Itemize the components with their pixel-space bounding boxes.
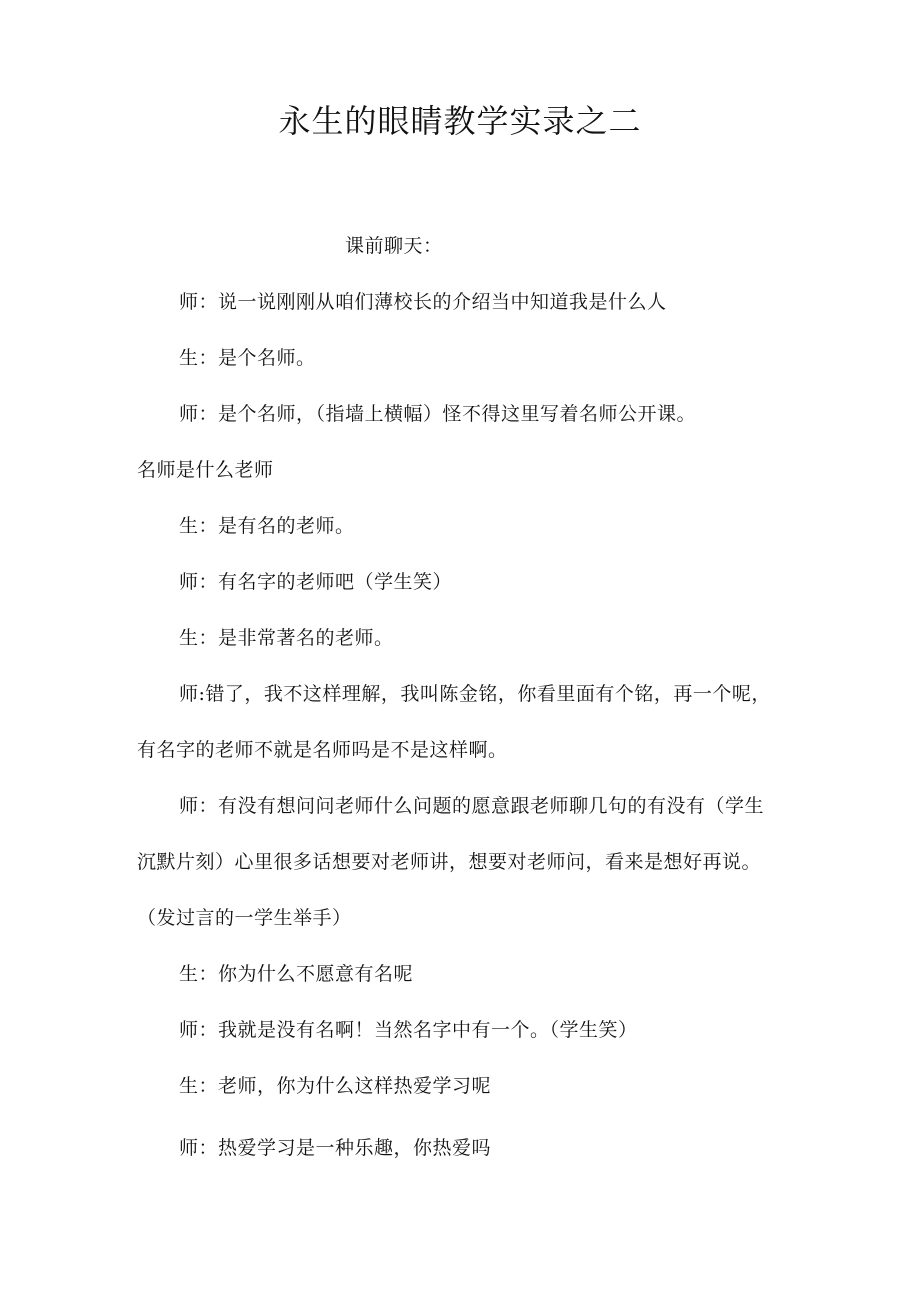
dialogue-line: 生：是有名的老师。 (179, 515, 355, 537)
dialogue-line-continuation: 沉默片刻）心里很多话想要对老师讲，想要对老师问，看来是想好再说。 (137, 851, 762, 873)
dialogue-line-continuation: 有名字的老师不就是名师吗是不是这样啊。 (137, 739, 508, 761)
dialogue-line: 师：是个名师，（指墙上横幅）怪不得这里写着名师公开课。 (179, 403, 697, 425)
section-heading: 课前聊天： (345, 235, 443, 257)
dialogue-line: 师：我就是没有名啊！当然名字中有一个。（学生笑） (179, 1019, 638, 1041)
dialogue-line: 师：说一说刚刚从咱们薄校长的介绍当中知道我是什么人 (179, 291, 667, 313)
dialogue-line: 师：热爱学习是一种乐趣，你热爱吗 (179, 1137, 492, 1159)
dialogue-line: 师：有名字的老师吧（学生笑） (179, 571, 453, 593)
dialogue-line: 生：你为什么不愿意有名呢 (179, 963, 414, 985)
document-title: 永生的眼睛教学实录之二 (278, 102, 642, 140)
dialogue-line: 师：有没有想问问老师什么问题的愿意跟老师聊几句的有没有（学生 (179, 795, 765, 817)
dialogue-line: 师:错了，我不这样理解，我叫陈金铭，你看里面有个铭，再一个呢， (179, 683, 771, 705)
dialogue-line-continuation: 名师是什么老师 (137, 459, 274, 481)
dialogue-line-continuation: （发过言的一学生举手） (137, 907, 352, 929)
dialogue-line: 生：老师，你为什么这样热爱学习呢 (179, 1075, 492, 1097)
dialogue-line: 生：是非常著名的老师。 (179, 627, 394, 649)
dialogue-line: 生：是个名师。 (179, 347, 316, 369)
